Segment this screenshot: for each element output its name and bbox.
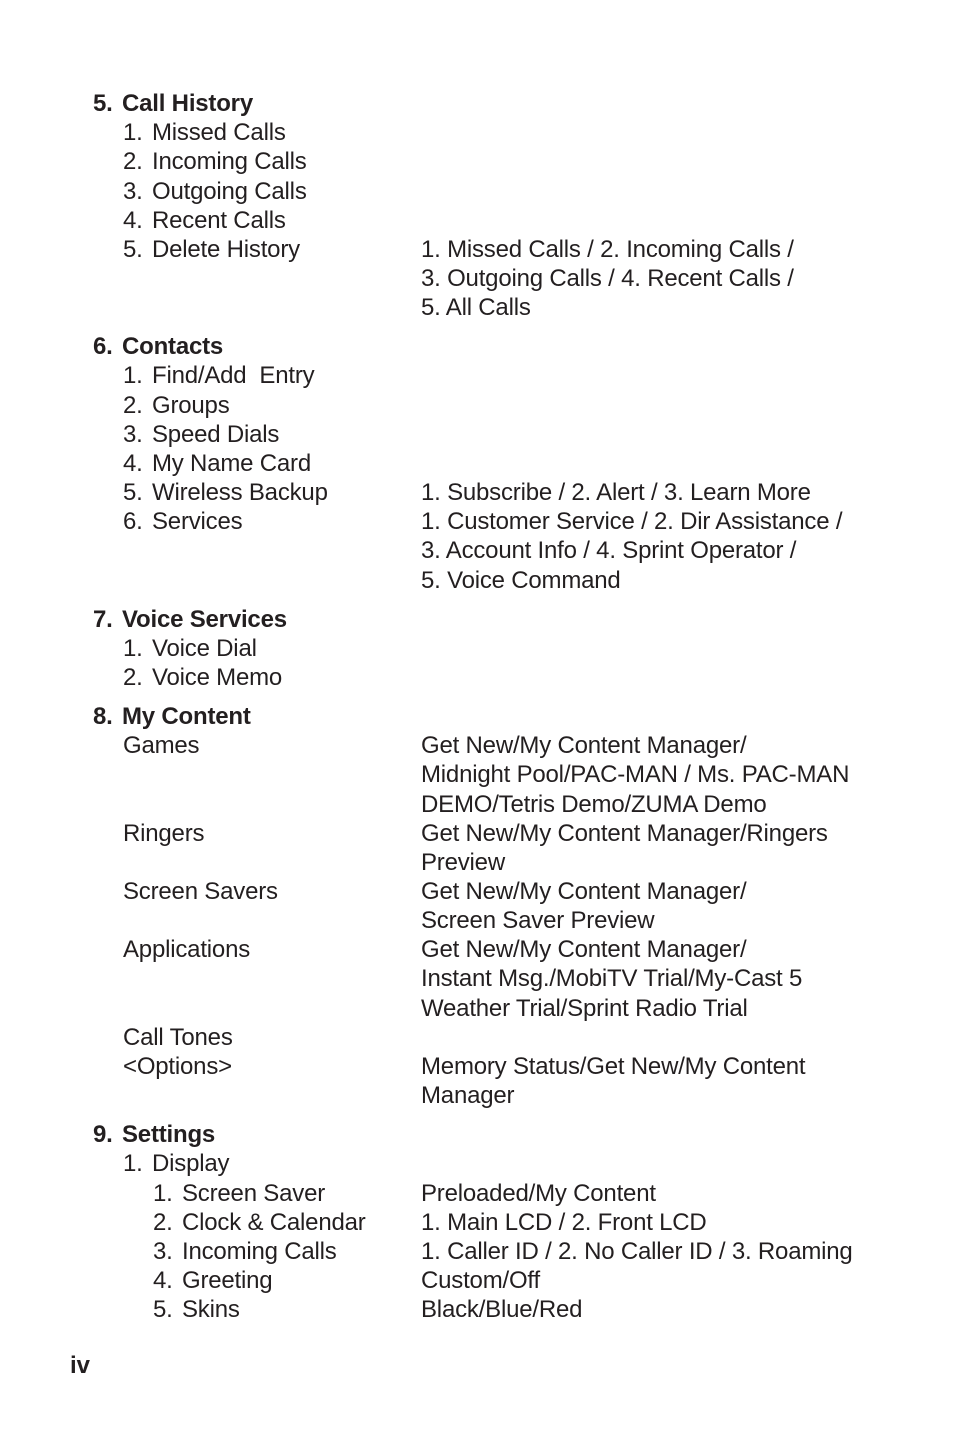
item-number: 1. bbox=[123, 119, 143, 146]
option-line: 3. Outgoing Calls / 4. Recent Calls / bbox=[421, 265, 794, 292]
menu-item-label: Applications bbox=[123, 936, 251, 963]
item-label: Screen Saver bbox=[182, 1180, 326, 1207]
option-line: Custom/Off bbox=[421, 1267, 540, 1294]
sub-menu-item bbox=[153, 1179, 325, 1208]
item-number: 4. bbox=[123, 207, 143, 234]
item-label: Outgoing Calls bbox=[152, 178, 307, 205]
option-line: Get New/My Content Manager/ bbox=[421, 878, 747, 905]
option-line: Black/Blue/Red bbox=[421, 1296, 583, 1323]
section-title: Contacts bbox=[122, 333, 224, 360]
menu-item bbox=[123, 147, 307, 176]
item-number: 1. bbox=[123, 362, 143, 389]
item-number: 5. bbox=[123, 236, 143, 263]
option-line: 1. Customer Service / 2. Dir Assistance / bbox=[421, 508, 843, 535]
page-number: iv bbox=[70, 1352, 91, 1379]
menu-item-label: Ringers bbox=[123, 820, 205, 847]
item-label: Delete History bbox=[152, 236, 300, 263]
item-label: Find/Add Entry bbox=[152, 362, 315, 389]
section-heading-settings bbox=[93, 1120, 215, 1149]
option-line: Screen Saver Preview bbox=[421, 907, 655, 934]
item-number: 3. bbox=[123, 421, 143, 448]
item-label: My Name Card bbox=[152, 450, 311, 477]
item-number: 2. bbox=[153, 1209, 173, 1236]
option-line: 5. Voice Command bbox=[421, 567, 621, 594]
sub-menu-item bbox=[153, 1208, 366, 1237]
menu-item bbox=[123, 634, 257, 663]
menu-item-label: <Options> bbox=[123, 1053, 232, 1080]
option-line: Weather Trial/Sprint Radio Trial bbox=[421, 995, 748, 1022]
section-number: 6. bbox=[93, 333, 113, 360]
section-heading-voice-services bbox=[93, 605, 287, 634]
sub-menu-item bbox=[153, 1295, 240, 1324]
item-label: Display bbox=[152, 1150, 230, 1177]
section-title: Voice Services bbox=[122, 606, 287, 633]
item-number: 4. bbox=[153, 1267, 173, 1294]
section-title: My Content bbox=[122, 703, 251, 730]
section-title: Settings bbox=[122, 1121, 216, 1148]
item-label: Recent Calls bbox=[152, 207, 286, 234]
option-line: 5. All Calls bbox=[421, 294, 531, 321]
section-heading-contacts bbox=[93, 332, 223, 361]
item-number: 6. bbox=[123, 508, 143, 535]
sub-menu-item bbox=[153, 1266, 272, 1295]
option-line: Instant Msg./MobiTV Trial/My-Cast 5 bbox=[421, 965, 803, 992]
section-number: 9. bbox=[93, 1121, 113, 1148]
menu-item bbox=[123, 177, 307, 206]
item-number: 4. bbox=[123, 450, 143, 477]
menu-item bbox=[123, 449, 311, 478]
item-number: 3. bbox=[153, 1238, 173, 1265]
option-line: Midnight Pool/PAC-MAN / Ms. PAC-MAN bbox=[421, 761, 850, 788]
menu-item bbox=[123, 1149, 229, 1178]
item-label: Wireless Backup bbox=[152, 479, 328, 506]
item-number: 2. bbox=[123, 148, 143, 175]
option-line: Get New/My Content Manager/Ringers bbox=[421, 820, 828, 847]
section-heading-my-content bbox=[93, 702, 251, 731]
section-title: Call History bbox=[122, 90, 253, 117]
option-line: Get New/My Content Manager/ bbox=[421, 936, 747, 963]
menu-item bbox=[123, 663, 282, 692]
item-label: Voice Dial bbox=[152, 635, 257, 662]
menu-item bbox=[123, 235, 300, 264]
item-label: Incoming Calls bbox=[152, 148, 307, 175]
menu-item-label: Games bbox=[123, 732, 200, 759]
item-label: Clock & Calendar bbox=[182, 1209, 366, 1236]
option-line: Preview bbox=[421, 849, 505, 876]
option-line: 1. Caller ID / 2. No Caller ID / 3. Roaming bbox=[421, 1238, 853, 1265]
menu-item bbox=[123, 478, 328, 507]
item-label: Speed Dials bbox=[152, 421, 280, 448]
item-label: Groups bbox=[152, 392, 230, 419]
item-number: 2. bbox=[123, 664, 143, 691]
item-label: Skins bbox=[182, 1296, 240, 1323]
option-line: Preloaded/My Content bbox=[421, 1180, 656, 1207]
item-number: 2. bbox=[123, 392, 143, 419]
menu-item bbox=[123, 391, 230, 420]
option-line: 1. Missed Calls / 2. Incoming Calls / bbox=[421, 236, 794, 263]
sub-menu-item bbox=[153, 1237, 337, 1266]
item-label: Incoming Calls bbox=[182, 1238, 337, 1265]
item-number: 1. bbox=[123, 635, 143, 662]
menu-item bbox=[123, 361, 314, 390]
item-number: 1. bbox=[153, 1180, 173, 1207]
menu-item bbox=[123, 420, 279, 449]
item-number: 3. bbox=[123, 178, 143, 205]
item-number: 5. bbox=[123, 479, 143, 506]
section-number: 7. bbox=[93, 606, 113, 633]
menu-item bbox=[123, 206, 286, 235]
option-line: Memory Status/Get New/My Content bbox=[421, 1053, 806, 1080]
option-line: 1. Subscribe / 2. Alert / 3. Learn More bbox=[421, 479, 811, 506]
menu-item bbox=[123, 118, 286, 147]
menu-item-label: Screen Savers bbox=[123, 878, 278, 905]
item-label: Missed Calls bbox=[152, 119, 286, 146]
section-number: 5. bbox=[93, 90, 113, 117]
section-number: 8. bbox=[93, 703, 113, 730]
menu-item bbox=[123, 507, 242, 536]
item-number: 1. bbox=[123, 1150, 143, 1177]
option-line: 3. Account Info / 4. Sprint Operator / bbox=[421, 537, 797, 564]
option-line: 1. Main LCD / 2. Front LCD bbox=[421, 1209, 707, 1236]
item-label: Services bbox=[152, 508, 243, 535]
item-label: Greeting bbox=[182, 1267, 273, 1294]
option-line: Manager bbox=[421, 1082, 515, 1109]
option-line: Get New/My Content Manager/ bbox=[421, 732, 747, 759]
item-label: Voice Memo bbox=[152, 664, 283, 691]
section-heading-call-history bbox=[93, 89, 253, 118]
option-line: DEMO/Tetris Demo/ZUMA Demo bbox=[421, 791, 767, 818]
menu-item-label: Call Tones bbox=[123, 1024, 233, 1051]
item-number: 5. bbox=[153, 1296, 173, 1323]
